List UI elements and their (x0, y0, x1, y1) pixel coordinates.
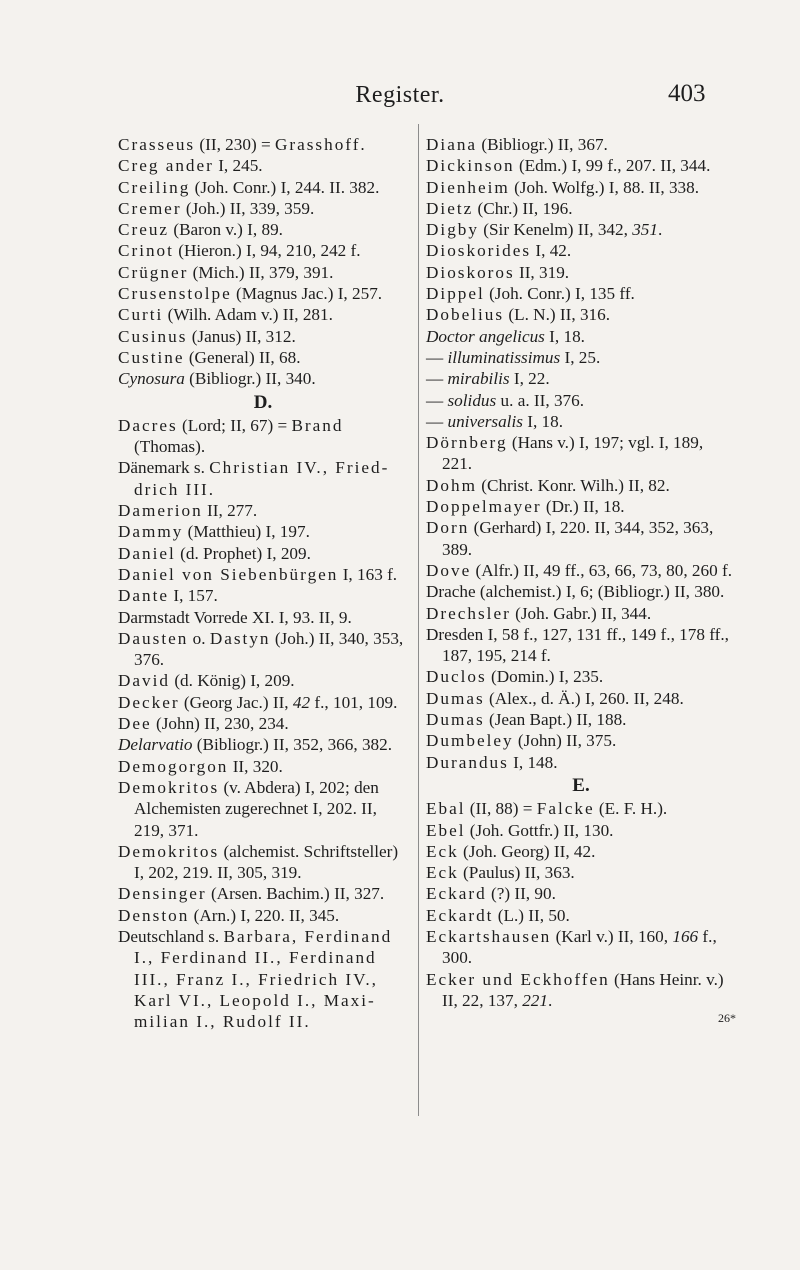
entry-text: (Joh. Conr.) I, 244. II. 382. (190, 177, 380, 197)
entry-text: Vorrede XI. I, 93. II, 9. (189, 607, 352, 627)
index-entry (426, 496, 736, 517)
index-entry (118, 670, 408, 691)
entry-text: (alchemist.) I, 6; (Bibliogr.) II, 380. (475, 582, 725, 602)
entry-italic-ref: 42 (292, 692, 311, 712)
index-entry (426, 134, 736, 155)
entry-name: Eck (426, 841, 459, 861)
column-divider (418, 124, 419, 1116)
entry-text: (Edm.) I, 99 f., 207. II, 344. (514, 156, 711, 176)
entry-text: (Christ. Konr. Wilh.) II, 82. (476, 475, 670, 495)
entry-text: (Hans Heinr. v.) II, 22, 137, (442, 969, 724, 1010)
entry-name: solidus (447, 390, 497, 410)
index-entry (118, 521, 408, 542)
entry-text: (Joh. Gabr.) II, 344. (510, 603, 652, 623)
entry-name: Ecker und Eckhoffen (426, 969, 610, 989)
entry-name: Dioskoros (426, 262, 515, 282)
index-entry (118, 415, 408, 458)
entry-name: Dickinson (426, 156, 515, 176)
entry-text: (Mich.) II, 379, 391. (188, 262, 334, 282)
entry-name: Doctor angelicus (426, 326, 545, 346)
entry-name: Damerion (118, 501, 203, 521)
index-entry (118, 585, 408, 606)
entry-text: (Joh. Georg) II, 42. (458, 841, 596, 861)
index-entry (426, 709, 736, 730)
entry-text: s. (189, 458, 210, 478)
entry-text: (d. König) I, 209. (170, 671, 295, 691)
entry-cross-ref: Falcke (536, 799, 595, 819)
index-entry (118, 283, 408, 304)
entry-name: Doppelmayer (426, 497, 542, 517)
running-head: Register. (355, 82, 445, 108)
entry-text: (Matthieu) I, 197. (183, 522, 310, 542)
index-entry (426, 219, 736, 240)
entry-text: (Karl v.) II, 160, (551, 926, 673, 946)
entry-text: (Georg Jac.) II, (179, 692, 293, 712)
index-entry (426, 688, 736, 709)
entry-name: Ebal (426, 799, 466, 819)
entry-text: I, 245. (213, 156, 263, 176)
index-entry (118, 304, 408, 325)
index-entry (426, 368, 736, 389)
entry-text: I, 25. (560, 347, 601, 367)
entry-cross-ref: Christian IV., Frieddrich III. (134, 458, 388, 499)
index-entry (426, 969, 736, 1012)
entry-italic-ref: 166 (672, 926, 699, 946)
entry-name: Demokritos (118, 777, 220, 797)
entry-text: (Domin.) I, 235. (486, 667, 604, 687)
index-entry (426, 752, 736, 773)
entry-text: (Baron v.) I, 89. (169, 220, 283, 240)
index-entry (118, 240, 408, 261)
index-entry (118, 713, 408, 734)
entry-name: Decker (118, 692, 180, 712)
index-entry (426, 517, 736, 560)
entry-text: (L. N.) II, 316. (504, 305, 611, 325)
section-letter-heading: E. (572, 774, 590, 796)
index-entry (118, 564, 408, 585)
entry-name: Dörnberg (426, 433, 508, 453)
entry-name: Dove (426, 560, 472, 580)
index-entry (426, 798, 736, 819)
entry-name: Darmstadt (118, 607, 190, 627)
entry-name: Eckardt (426, 905, 494, 925)
entry-name: Delarvatio (118, 735, 193, 755)
index-entry (118, 883, 408, 904)
entry-italic-ref: 351 (632, 220, 658, 240)
entry-name: Deutschland (118, 926, 204, 946)
index-entry (426, 905, 736, 926)
index-entry (426, 177, 736, 198)
entry-name: Dresden (426, 624, 484, 644)
entry-name: Crusenstolpe (118, 284, 232, 304)
index-entry (118, 326, 408, 347)
index-entry (118, 368, 408, 389)
entry-text: (Wilh. Adam v.) II, 281. (163, 305, 333, 325)
entry-text: (General) II, 68. (184, 347, 301, 367)
entry-name: Dumas (426, 688, 485, 708)
entry-name: Cremer (118, 198, 182, 218)
section-letter-heading: D. (253, 391, 273, 413)
entry-text: (Chr.) II, 196. (473, 198, 573, 218)
entry-name: David (118, 671, 171, 691)
entry-text: I, 148. (508, 752, 558, 772)
entry-text: I, 42. (531, 241, 572, 261)
index-entry (426, 432, 736, 475)
index-entry (118, 734, 408, 755)
index-entry (118, 777, 408, 841)
entry-dash: — (426, 347, 448, 367)
entry-text-tail: . (657, 220, 663, 240)
entry-name: Demogorgon (118, 756, 229, 776)
entry-name: Dante (118, 586, 170, 606)
entry-text: (v. Abdera) I, 202; den Alchemisten zugerechnet I, 202. II, 219, 371. (134, 777, 379, 840)
entry-text: (alchemist. Schriftsteller) I, 202, 219. II, 305, 319. (134, 841, 399, 883)
entry-text: I, 157. (169, 586, 218, 606)
entry-name: Drechsler (426, 603, 511, 623)
index-entry (118, 500, 408, 521)
entry-name: Cynosura (118, 369, 185, 389)
entry-text: (Bibliogr.) II, 352, 366, 382. (192, 735, 393, 755)
entry-text: (Joh. Conr.) I, 135 ff. (484, 284, 635, 304)
entry-name: Daniel von Siebenbürgen (118, 564, 339, 584)
entry-name: Dausten (118, 628, 189, 648)
index-entry (118, 841, 408, 884)
index-entry (426, 581, 736, 602)
entry-name: Dioskorides (426, 241, 532, 261)
entry-name: Dobelius (426, 305, 505, 325)
entry-name: Crinot (118, 241, 174, 261)
index-entry (426, 666, 736, 687)
index-entry (118, 134, 408, 155)
entry-text: (Bibliogr.) II, 367. (477, 135, 608, 154)
entry-name: Eck (426, 863, 459, 883)
index-entry (426, 262, 736, 283)
entry-text: (Paulus) II, 363. (458, 863, 575, 883)
entry-text: (?) II, 90. (486, 884, 556, 904)
entry-name: universalis (447, 411, 523, 431)
entry-name: Ebel (426, 820, 466, 840)
index-entry (426, 862, 736, 883)
entry-text-tail: (E. F. H.). (594, 799, 668, 819)
entry-text: (Lord; II, 67) = (177, 415, 292, 435)
page-number: 403 (668, 80, 706, 107)
entry-text: (d. Prophet) I, 209. (175, 543, 311, 563)
index-entry (118, 628, 408, 671)
entry-cross-ref: Barbara, Ferdinand I., Ferdinand II., Ferdinand III., Franz I., Friedrich IV., Karl VI., Leopold I., Maximilian I., Rudolf II. (134, 926, 393, 1032)
entry-text: I, 18. (544, 326, 585, 346)
entry-text: I, 58 f., 127, 131 ff., 149 f., 178 ff., 187, 195, 214 f. (442, 624, 729, 666)
index-entry (426, 390, 736, 411)
entry-name: Creiling (118, 177, 191, 197)
entry-text: (II, 230) = (195, 135, 275, 154)
index-entry (426, 347, 736, 368)
index-entry (426, 475, 736, 496)
entry-text: (Joh. Wolfg.) I, 88. II, 338. (509, 177, 700, 197)
entry-name: illuminatissimus (447, 347, 561, 367)
index-entry (426, 883, 736, 904)
entry-name: Dienheim (426, 177, 510, 197)
entry-name: Densinger (118, 884, 207, 904)
entry-name: Dacres (118, 415, 178, 435)
signature-mark: 26* (718, 1011, 736, 1026)
entry-text-tail: f., 300. (442, 926, 717, 968)
entry-name: Custine (118, 347, 185, 367)
entry-dash: — (426, 369, 448, 389)
entry-text: I, 22. (509, 369, 550, 389)
entry-text: (Alex., d. Ä.) I, 260. II, 248. (484, 688, 684, 708)
index-entry (426, 841, 736, 862)
entry-name: Curti (118, 305, 164, 325)
index-entry (118, 198, 408, 219)
entry-italic-ref: 221 (522, 990, 548, 1010)
index-entry (426, 560, 736, 581)
entry-text: (Dr.) II, 18. (541, 497, 625, 517)
entry-text: (Janus) II, 312. (187, 326, 296, 346)
entry-text: I, 18. (522, 411, 564, 431)
entry-name: Denston (118, 905, 190, 925)
entry-name: Demokritos (118, 841, 220, 861)
entry-text: s. (203, 926, 224, 946)
index-entry (426, 730, 736, 751)
entry-name: Digby (426, 220, 479, 240)
entry-text: (Joh.) II, 339, 359. (181, 198, 315, 218)
index-entry (118, 457, 408, 500)
index-entry (118, 347, 408, 368)
entry-name: Dänemark (118, 458, 190, 478)
entry-text: (Bibliogr.) II, 340. (184, 369, 316, 389)
entry-text-tail: . (547, 990, 553, 1010)
entry-name: Diana (426, 135, 478, 154)
entry-name: Dammy (118, 522, 184, 542)
entry-text: (Magnus Jac.) I, 257. (231, 284, 383, 304)
index-entry (426, 603, 736, 624)
entry-name: Dumbeley (426, 731, 514, 751)
index-entry (118, 177, 408, 198)
entry-name: Dohm (426, 475, 477, 495)
entry-cross-ref: Grasshoff. (274, 135, 367, 154)
entry-text: II, 319. (514, 262, 570, 282)
entry-name: Durandus (426, 752, 509, 772)
entry-name: Daniel (118, 543, 176, 563)
entry-text: (John) II, 230, 234. (151, 714, 289, 734)
index-entry (426, 198, 736, 219)
index-entry (118, 543, 408, 564)
entry-text: (Arsen. Bachim.) II, 327. (206, 884, 385, 904)
entry-name: mirabilis (447, 369, 510, 389)
index-entry (426, 411, 736, 432)
entry-name: Dorn (426, 518, 470, 538)
entry-text: (II, 88) = (465, 799, 537, 819)
entry-text-tail: f., 101, 109. (310, 692, 398, 712)
index-entry (118, 692, 408, 713)
entry-text-tail: (Joh.) II, 340, 353, 376. (134, 628, 404, 670)
index-entry (426, 820, 736, 841)
index-entry (426, 326, 736, 347)
index-entry (426, 624, 736, 667)
entry-name: Crasseus (118, 135, 196, 154)
index-entry (118, 262, 408, 283)
entry-name: Creg ander (118, 156, 214, 176)
index-entry (118, 219, 408, 240)
entry-name: Crügner (118, 262, 189, 282)
entry-text: (Hieron.) I, 94, 210, 242 f. (173, 241, 361, 261)
index-entry (426, 283, 736, 304)
entry-text: o. (188, 628, 210, 648)
index-entry (118, 756, 408, 777)
entry-dash: — (426, 390, 448, 410)
index-entry (118, 607, 408, 628)
index-entry (426, 926, 736, 969)
entry-text: (Hans v.) I, 197; vgl. I, 189, 221. (442, 433, 704, 474)
entry-text: (Gerhard) I, 220. II, 344, 352, 363, 389. (442, 518, 714, 559)
entry-name: Eckartshausen (426, 926, 552, 946)
entry-text: (Arn.) I, 220. II, 345. (189, 905, 340, 925)
entry-name: Duclos (426, 667, 487, 687)
entry-name: Dumas (426, 710, 485, 730)
entry-text: II, 320. (228, 756, 283, 776)
entry-text: (Alfr.) II, 49 ff., 63, 66, 73, 80, 260 f. (471, 560, 733, 580)
right-column (426, 134, 736, 1025)
entry-name: Dee (118, 714, 152, 734)
entry-text: II, 277. (202, 501, 258, 521)
entry-name: Creuz (118, 220, 170, 240)
entry-text: (L.) II, 50. (493, 905, 570, 925)
entry-text: I, 163 f. (338, 564, 398, 584)
index-entry (426, 304, 736, 325)
entry-text: (Jean Bapt.) II, 188. (484, 710, 627, 730)
index-entry (118, 155, 408, 176)
entry-name: Eckard (426, 884, 487, 904)
left-column (118, 134, 408, 1032)
entry-dash: — (426, 411, 448, 431)
entry-text: (John) II, 375. (513, 731, 617, 751)
entry-cross-ref: Dastyn (209, 628, 271, 648)
entry-text: (Joh. Gottfr.) II, 130. (465, 820, 614, 840)
entry-cross-ref: Brand (291, 415, 344, 435)
entry-text-tail: (Thomas). (134, 437, 206, 457)
entry-name: Drache (426, 582, 476, 602)
index-entry (118, 905, 408, 926)
entry-name: Dietz (426, 198, 474, 218)
entry-name: Dippel (426, 284, 485, 304)
entry-text: (Sir Kenelm) II, 342, (478, 220, 633, 240)
entry-text: u. a. II, 376. (496, 390, 585, 410)
index-entry (426, 240, 736, 261)
index-entry (426, 155, 736, 176)
entry-name: Cusinus (118, 326, 188, 346)
index-entry (118, 926, 408, 1032)
